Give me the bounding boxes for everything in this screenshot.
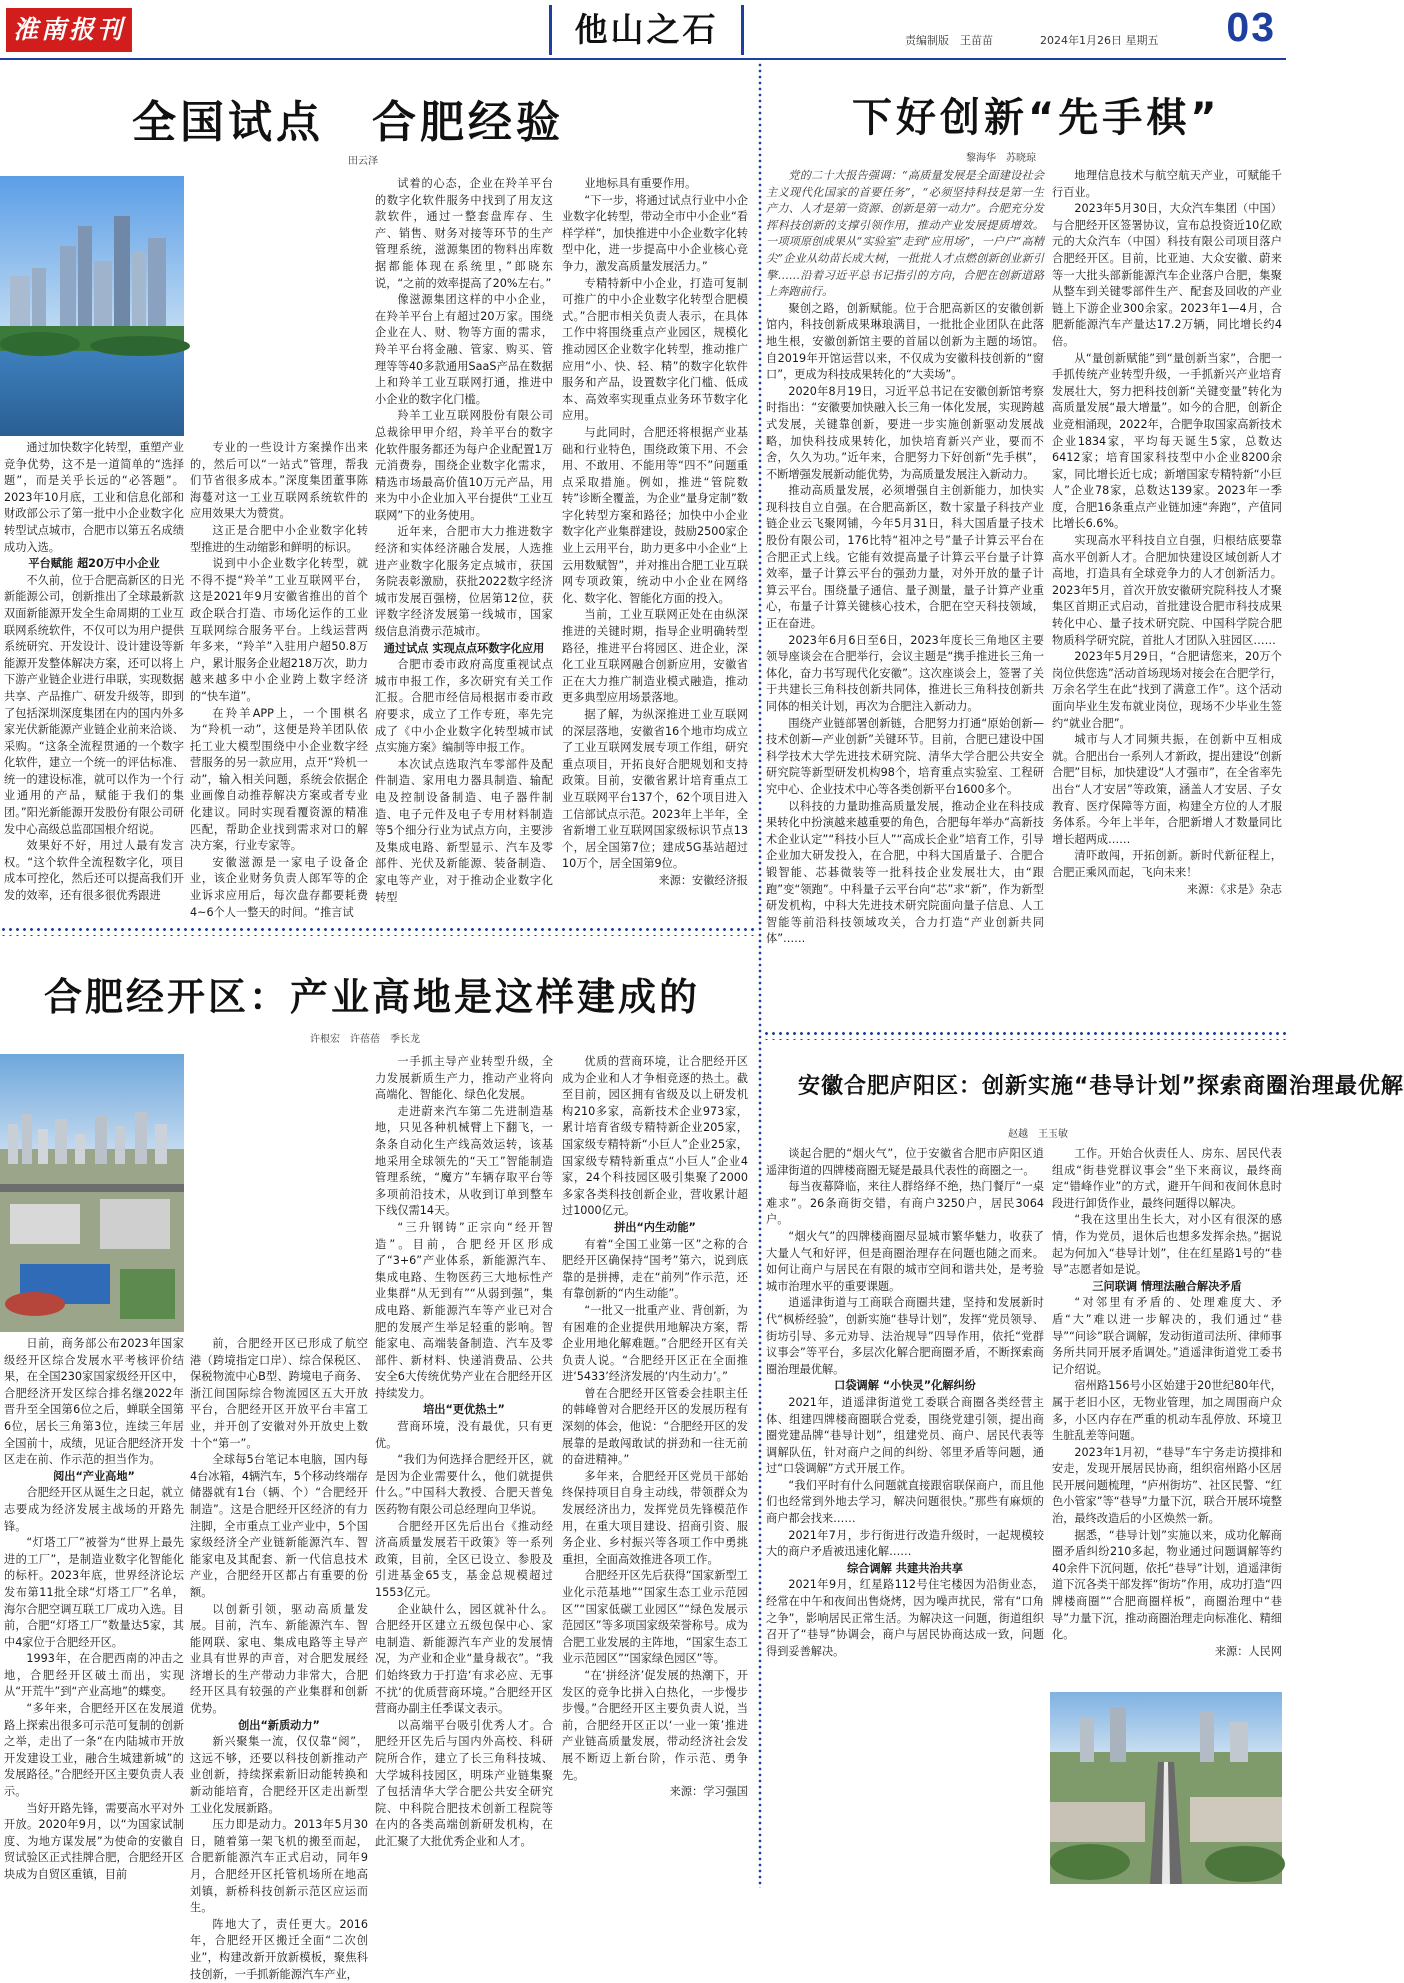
city-skyline-photo — [0, 176, 184, 436]
article3-column-1: 日前，商务部公布2023年国家级经开区综合发展水平考核评价结果，在全国230家国家级经开区中，合肥经济开发区综合排名继2022年晋升至全国第6位之后，蝉联全国第6位，居长三角第3位，连续三年居全国前十，成绩，见证合肥经济开发区走在前、作示范的担当作为。 阅出“产业高地” 合肥经开区从诞生之日起，就立志要成为经济发展主战场的开路先锋。 “灯塔工厂”被誉为“世界上最先进的工厂”，是制造业数字化智能化的标杆。2023年底，世界经济论坛发布第11批全球“灯塔工厂”名单，海尔合肥空调互联工厂成功入选。目前，合肥“灯塔工厂”数量达5家，其中4家位于合肥经开区。 1993年，在合肥西南的冲击之地，合肥经开区破土而出，实现从“开荒牛”到“产业高地”的蝶变。 “多年来，合肥经开区在发展道路上探索出很多可示范可复制的创新之举，走出了一条“在内陆城市开放开发建设工业，融合生城建新城”的发展路径。”合肥经开区主要负责人表示。 当好开路先锋，需要高水平对外开放。2020年9月，以“为国家试制度、为地方谋发展”为使命的安徽自贸试验区正式挂牌合肥，合肥经开区块成为自贸区重镇，目前 — [4, 1337, 184, 1881]
article3-headline: 合肥经开区：产业高地是这样建成的 — [44, 975, 701, 1019]
article1-column-4: 业地标具有重要作用。 “下一步，将通过试点行业中小企业数字化转型，带动全市中小企业“看样学样”，加快推进中小企业数字化转型中化，进一步提高中小企业核心竞争力，激发高质量发展活力。” 专精特新中小企业，打造可复制可推广的中小企业数字化转型合肥模式。”合肥市相关负责人表示，在具体工作中将围绕重点产业园区，规模化推动园区企业数字化转型，推动推广应用“小、快、轻、精”的数字化软件服务和产品，设置数字化门槛、低成本、高效率实现重点业务环节数字化应用。 与此同时，合肥还将根据产业基础和行业特色，围绕政策下用、不会用、不敢用、不能用等“四不”问题重点采取措施。例如，推进“管院数转”诊断全覆盖，为企业“量身定制”数字化转型方案和路径；加快中小企业数字化产业集群建设，鼓励2500家企业上云用平台，助力更多中小企业“上云用数赋智”，并对推出合肥工业互联网专项政策，统动中小企业在网络化、数字化、智能化方面的投入。 当前，工业互联网正处在由纵深推进的关键时期，指导企业明确转型路径，推进平台将园区、进企业，深化工业互联网融合创新应用，安徽省正在大力推广制造业模式融造，推动更多典型应用场景落地。 据了解，为纵深推进工业互联网的深层落地，安徽省16个地市均成立了工业互联网发展专项工作组，研究重点项目，开拓良好合肥规划和支持政策。目前，安徽省累计培育重点工业互联网平台137个，62个项目进入工信部试点示范。2023年上半年，全省新增工业互联网国家级标识节点13个，居全国第7位；建成5G基站超过10万个，居全国第9位。 来源：安徽经济报 — [562, 176, 748, 910]
article1-headline: 全国试点 合肥经验 — [132, 97, 564, 148]
article4-headline: 安徽合肥庐阳区：创新实施“巷导计划”探索商圈治理最优解 — [798, 1074, 1404, 1099]
street-aerial-photo — [1050, 1692, 1282, 1884]
article2-column-2: 地理信息技术与航空航天产业，可赋能千行百业。 2023年5月30日，大众汽车集团（中国）与合肥经开区签署协议，宣布总投资近10亿欧元的大众汽车（中国）科技有限公司项目落户合肥经开区。目前，比亚迪、大众安徽、蔚来等一大批头部新能源汽车企业落户合肥，集聚从整车到关键零部件生产、配套及回收的产业链上下游企业300余家。2023年1—4月，合肥新能源汽车产量达17.2万辆，同比增长约4倍。 从“量创新赋能”到“量创新当家”，合肥一手抓传统产业转型升级，一手抓新兴产业培育发展壮大，努力把科技创新“关键变量”转化为高质量发展“最大增量”。如今的合肥，创新企业竞相涌现，2022年，合肥争取国家高新技术企业1834家，平均每天诞生5家，总数达6412家；培育国家科技型中小企业8200余家，同比增长近七成；新增国家专精特新“小巨人”企业78家，总数达139家。2023年一季度，合肥16条重点产业链加速“奔跑”，产值同比增长6.6%。 实现高水平科技自立自强，归根结底要靠高水平创新人才。合肥加快建设区域创新人才高地，打造具有全球竞争力的人才创新活力。2023年5月，首次开放安徽研究院科技人才聚集区首期正式启动，首批建设合肥市科技成果转化中心、量子技术研究院、中国科学院合肥物质科学研究院，首批人才团队入驻园区…… 2023年5月29日，“合肥请您来，20万个岗位供您选”活动首场现场对接会在合肥学行，万余名学生在此“找到了满意工作”。这个活动面向毕业生发布就业岗位，现场不少毕业生签约“就业合肥”。 城市与人才同频共振，在创新中互相成就。合肥出台一系列人才新政，提出建设“创新合肥”目标，加快建设“人才强市”，在全省率先出台“人才安居”等政策，涵盖人才安居、子女教育、医疗保障等方面，构建全方位的人才服务体系。今年上半年，合肥新增人才数量同比增长超两成…… 清吓敢闯，开拓创新。新时代新征程上，合肥正乘风而起，飞向未来！ 来源：《求是》杂志 — [1052, 168, 1282, 1014]
article2-source: 来源：《求是》杂志 — [1186, 882, 1282, 896]
horizontal-divider-left — [0, 926, 757, 936]
article1-column-3: 试着的心态，企业在羚羊平台的数字化软件服务中找到了用友这款软件，通过一整套盘库存、生产、销售、财务对接等环节的生产管理系统，滋源集团的物料出库数据都能体现在系统里，”郎晓东说，“之前的效率提高了20%左右。” 像滋源集团这样的中小企业，在羚羊平台上有超过20万家。围绕企业在人、财、物等方面的需求，羚羊平台将金融、管家、购买、管理等等40多款通用SaaS产品在数据上和羚羊工业互联网打通，推进中小企业的数字化门槛。 羚羊工业互联网股份有限公司总裁徐甲甲介绍，羚羊平台的数字化软件服务都还为每户企业配置1万元消费券，围绕企业数字化需求，精选市场最高价值10万元产品，用来为中小企业加入平台提供“工业互联网”下的业务使用。 近年来，合肥市大力推进数字经济和实体经济融合发展，人选推进产业数字化服务定点城市，获国务院表彰激励，获批2022数字经济城市发展百强榜，位居第12位，获评数字经济发展第一线城市，国家级信息消费示范城市。 通过试点 实现点点环数字化应用 合肥市委市政府高度重视试点城市申报工作，多次研究有关工作汇报。合肥市经信局根据市委市政府要求，成立了工作专班，率先完成了《中小企业数字化转型城市试点实施方案》编制等申报工作。 本次试点选取汽车零部件及配件制造、家用电力器具制造、输配电及控制设备制造、电子器件制造、电子元件及电子专用材料制造等5个细分行业为试点方向，主要涉及集成电路、新型显示、汽车及零部件、光伏及新能源、装备制造、家电等产业，对于推动企业数字化转型 — [375, 177, 553, 904]
article2-column-1: 党的二十大报告强调：“高质量发展是全面建设社会主义现代化国家的首要任务”，“必须坚持科技是第一生产力、人才是第一资源、创新是第一动力”。合肥充分发挥科技创新的支撑引领作用，推动产业发展提质增效。一项项原创成果从“实验室”走到“应用场”，一户户“高精尖”企业从幼苗长成大树，一批批人才点燃创新创业新引擎……沿着习近平总书记指引的方向，合肥在创新道路上奔跑前行。 聚创之路，创新赋能。位于合肥高新区的安徽创新馆内，科技创新成果琳琅满目，一批批企业团队在此落地生根，安徽创新馆主要的首届以创新为主题的场馆。自2019年开馆运营以来，不仅成为安徽科技创新的“窗口”，更成为科技成果转化的“大卖场”。 2020年8月19日，习近平总书记在安徽创新馆考察时指出：“安徽要加快融入长三角一体化发展，实现跨越式发展，关键靠创新，要进一步实施创新驱动发展战略，加快科技成果转化，加快培育新兴产业，要而不舍，久久为功。”近年来，合肥努力下好创新“先手棋”，不断增强发展新动能优势，为高质量发展注入新动力。 推动高质量发展，必须增强自主创新能力，加快实现科技自立自强。在合肥高新区，数十家量子科技产业链企业云飞聚网铺，今年5月31日，科大国盾量子技术股份有限公司，176比特“祖冲之号”量子计算云平台在合肥正式上线。它能有效提高量子计算云平台量子计算效率，量子计算云平台的强劲力量，对外开放的量子计算云平台。围绕量子通信、量子测量，量子计算产业重心，布量子计算关键核心技术，合肥在空天科技领域，正在奋进。 2023年6月6日至6日，2023年度长三角地区主要领导座谈会在合肥举行，会议主题是“携手推进长三角一体化，奋力书写现代化安徽”。这次座谈会上，签署了关于共建长三角科技创新共同体，推进长三角科技创新共同体的相关计划，再次为合肥注入新动力。 围绕产业链部署创新链，合肥努力打通“原始创新—技术创新—产业创新”关键环节。目前，合肥已建设中国科学技术大学先进技术研究院、清华大学合肥公共安全研究院等新型研发机构98个，培育重点实验室、工程研究中心、企业技术中心等各类创新平台1600多个。 以科技的力量助推高质量发展，推动企业在科技成果转化中扮演越来越重要的角色，合肥每年举办“高新技术企业认定”“科技小巨人”“高成长企业”培育工作，引导企业加大研发投入，在合肥，中科大国盾量子、合肥合锻智能、芯碁微装等一批科技企业发展壮大，由“跟跑”变“领跑”。中科量子云平台向“芯”求“新”，作为新型研发机构，中科大先进技术研究院面向量子信息、人工智能等前沿科技领域攻关，合力打造“产业创新共同体”…… — [766, 169, 1044, 946]
article1-column-2: 专业的一些设计方案操作出来的，然后可以“一站式”管理，帮我们节省很多成本。”深度集团董事陈海蔓对这一工业互联网系统软件的应用效果大为赞赏。 这正是合肥中小企业数字化转型推进的生动缩影和鲜明的标识。 说到中小企业数字化转型，就不得不提“羚羊”工业互联网平台，这是2021年9月安徽省推出的首个政企联合打造、市场化运作的工业互联网综合服务平台。上线运营两年多来，“羚羊”入驻用户超50.8万户，累计服务企业超218万次，助力越来越多中小企业跨上数字经济的“快车道”。 在羚羊APP上，一个围棋名为“羚机一动”，这便是羚羊团队依托工业大模型围绕中小企业数字经营服务的另一款应用，点开“羚机一动”，输入相关问题，系统会依据企业画像自动推荐解决方案或者专业化建议。同时实现看覆资源的精准匹配，帮助企业找到需求对口的解决方案，行业专家等。 安徽滋源是一家电子设备企业，该企业财务负责人郎军等的企业诉求应用后，每次盘存都要耗费4~6个人一整天的时间。“推言试 — [190, 441, 368, 919]
article1-source: 来源：安徽经济报 — [658, 873, 748, 887]
article2-byline: 黎海华 苏晓琼 — [966, 153, 1036, 164]
horizontal-divider-right — [763, 1030, 1286, 1040]
article4-source: 来源：人民网 — [1214, 1644, 1282, 1658]
article2-abstract: 党的二十大报告强调：“高质量发展是全面建设社会主义现代化国家的首要任务”，“必须坚持科技是第一生产力、人才是第一资源、创新是第一动力”。合肥充分发挥科技创新的支撑引领作用，推动产业发展提质增效。一项项原创成果从“实验室”走到“应用场”，一户户“高精尖”企业从幼苗长成大树，一批批人才点燃创新创业新引擎……沿着习近平总书记指引的方向，合肥在创新道路上奔跑前行。 — [766, 169, 1044, 299]
article2-headline: 下好创新“先手棋” — [852, 95, 1221, 141]
page-number: 03 — [1226, 4, 1276, 50]
article1-byline: 田云泽 — [348, 156, 378, 167]
article3-column-4: 优质的营商环境，让合肥经开区成为企业和人才争相竞逐的热土。截至目前，园区拥有省级及以上研发机构210多家，高新技术企业973家，累计培育省级专精特新企业205家，国家级专精特新“小巨人”企业25家，国家级专精特新重点“小巨人”企业4家，24个科技园区吸引集聚了2000多家各类科技创新企业，营收累计超过1000亿元。 拼出“内生动能” 有着“全国工业第一区”之称的合肥经开区确保持“国考”第六，说到底靠的是拼搏，走在“前列”作示范，还有靠创新的“内生动能”。 “一批又一批重产业、背创新，为有困难的企业提供用地解决方案，帮企业用地化解难题。”合肥经开区有关负责人说。“合肥经开区正在全面推进‘5433’经济发展的‘内生动力’。” 曾在合肥经开区管委会挂职主任的韩峰曾对合肥经开区的发展历程有深刻的体会，他说：“合肥经开区的发展靠的是敢闯敢试的拼劲和一往无前的奋进精神。” 多年来，合肥经开区党员干部始终保持项目自身主动线，带领群众为发展经济出力，发挥党员先锋模范作用，在重大项目建设、招商引资、服务企业、乡村振兴等各项工作中勇挑重担，全面高效推进各项工作。 合肥经开区先后获得“国家新型工业化示范基地”“国家生态工业示范园区”“国家低碳工业园区”“绿色发展示范园区”等多项国家级荣誉称号。成为合肥工业发展的主阵地，“国家生态工业示范园区”“国家绿色园区”等。 “在‘拼经济’促发展的热潮下，开发区的竞争比拼入白热化，一步慢步步慢。”合肥经开区主要负责人说，当前，合肥经开区正以‘一业一策’推进产业链高质量发展，带动经济社会发展不断迈上新台阶，作示范、勇争先。 来源：学习强国 — [562, 1054, 748, 1888]
article4-column-1: 谈起合肥的“烟火气”，位于安徽省合肥市庐阳区逍遥津街道的四牌楼商圈无疑是最具代表性的商圈之一。 每当夜幕降临，来往人群络绎不绝，热门餐厅“一桌难求”。26条商街交错，有商户3250户，居民3064户。 “烟火气”的四牌楼商圈尽显城市繁华魅力，收获了大量人气和好评，但是商圈治理存在问题也随之而来。如何让商户与居民在有限的城市空间和谐共处，是考验城市治理水平的重要课题。 逍遥津街道与工商联合商圈共建，坚持和发展新时代“枫桥经验”，创新实施“巷导计划”，发挥“党员领导、街坊引导、多元劝导、法治规导”四导作用，依托“党群议事会”等平台，多层次化解合肥商圈矛盾，不断探索商圈治理最优解。 口袋调解 “小快灵”化解纠纷 2021年，逍遥津街道党工委联合商圈各类经营主体、组建四牌楼商圈联合党委，围绕党建引领，提出商圈党建品牌“巷导计划”，组建党员、商户、居民代表等调解队伍，针对商户之间的纠纷、邻里矛盾等问题，通过“口袋调解”方式开展工作。 “我们平时有什么问题就直接跟宿联保商户，而且他们也经常到外地去学习，解决问题很快。”那些有麻烦的商户都会找来…… 2021年7月，步行街进行改造升级时，一起规模较大的商户矛盾被迅速化解…… 综合调解 共建共治共享 2021年9月，红星路112号住宅楼因为沿街业态，经常在中午和夜间出售烧烤，因为噪声扰民，常有“口角之争”，影响居民正常生活。为解决这一问题，街道组织召开了“巷导”协调会，商户与居民协商达成一致，问题得到妥善解决。 — [766, 1147, 1044, 1658]
article3-byline: 许根宏 许蓓蓓 季长龙 — [310, 1034, 420, 1045]
vertical-divider — [757, 62, 763, 1888]
article1-column-1: 通过加快数字化转型，重塑产业竞争优势，这不是一道简单的“选择题”，而是关乎长远的“必答题”。2023年10月底，工业和信息化部和财政部公示了第一批中小企业数字化转型试点城市，合肥市以第五名成绩成功入选。 平台赋能 超20万中小企业 不久前，位于合肥高新区的日光新能源公司，创新推出了全球最新款双面新能源开发全生命周期的工业互联网系统软件，不仅可以为用户提供系统研究、开发设计、设计建设等新能源开发整体解决方案，还可以将上下游产业链企业进行串联，实现数据共享、产品推广、研发升级等，即到了包括深圳深度集团在内的国内外多家光伏新能源产业链企业前来洽谈、采购。“这条全流程贯通的一个数字化软件，建立一个统一的评估标准、统一的建设标准，就可以作为一个行业通用的产品，赋能于我们的集团。”阳光新能源开发股份有限公司研发中心高级总监邵国根介绍说。 效果好不好，用过人最有发言权。“这个软件全流程数字化，项目成本可控化，然后还可以提高我们开发的效率，还有很多很优秀跟进 — [4, 441, 184, 903]
hefei-aerial-photo — [0, 1054, 184, 1332]
editor-credit: 责编制版 王苗苗 — [905, 34, 993, 47]
section-title: 他山之石 — [549, 5, 744, 55]
newspaper-logo: 淮南报刊 — [6, 8, 132, 52]
masthead — [0, 0, 1286, 60]
article4-byline: 赵越 王玉敏 — [1008, 1129, 1068, 1140]
article4-column-2: 工作。开始合伙责任人、房东、居民代表组成“街巷党群议事会”坐下来商议，最终商定“错峰作业”的方式，避开午间和夜间休息时段进行卸货作业，最终问题得以解决。 “我在这里出生长大，对小区有很深的感情，作为党员，退休后也想多发挥余热。”据说起为何加入“巷导计划”，住在红星路1号的“巷导”志愿者如是说。 三问联调 情理法融合解决矛盾 “对邻里有矛盾的、处理难度大、矛盾“大”难以进一步解决的，我们通过“巷导”“问诊”联合调解，发动街道司法所、律师事务所共同开展矛盾调处。”逍遥津街道党工委书记介绍说。 宿州路156号小区始建于20世纪80年代，属于老旧小区，无物业管理，加之周围商户众多，小区内存在严重的机动车乱停放、环境卫生脏乱差等问题。 2023年1月初，“巷导”车宁务走访摸排和安走，发现开展居民协商，组织宿州路小区居民开展问题梳理，“庐州街坊”、社区民警、“红色小管家”等“巷导”力量下沉，联合开展环境整治，最终改造后的小区焕然一新。 据悉，“巷导计划”实施以来，成功化解商圈矛盾纠纷210多起，物业通过问题调解等约40余件下沉问题，依托“巷导”计划，逍遥津街道下沉各类干部发挥“街坊”作用，成功打造“四牌楼商圈”“合肥商圈样板”，商圈治理中“巷导”力量下沉，推动商圈治理走向标准化、精细化。 来源：人民网 — [1052, 1146, 1282, 1684]
issue-date: 2024年1月26日 星期五 — [1040, 34, 1159, 47]
article3-column-3: 一手抓主导产业转型升级，全力发展新质生产力，推动产业将向高端化、智能化、绿色化发展。 走进蔚来汽车第二先进制造基地，只见各种机械臂上下翻飞，一条条自动化生产线高效运转，该基地采用全球领先的“天工”智能制造管理系统，“魔方”车辆存取平台等多项前沿技术，从收到订单到整车下线仅需14天。 “三升钢铸”正宗向“经开智造”。目前，合肥经开区形成了“3+6”产业体系，新能源汽车、集成电路、生物医药三大地标性产业集群“从无到有”“从弱到强”，集成电路、新能源汽车等产业已对合肥的发展产生举足轻重的影响。智能家电、高端装备制造、汽车及零部件、新材料、快递消费品、公共安全6大传统优势产业在合肥经开区持续发力。 培出“更优热土” 营商环境，没有最优，只有更优。 “我们为何选择合肥经开区，就是因为企业需要什么，他们就提供什么。”中国科大教授、合肥天普兔医药物有限公司总经理向卫华说。 合肥经开区先后出台《推动经济高质量发展若干政策》等一系列政策，目前，全区已设立、参股及引进基金65支，基金总规模超过1553亿元。 企业缺什么，园区就补什么。合肥经开区建立五级包保中心、家电制造、新能源汽车产业的发展情况，为产业和企业“量身裁衣”。“我们始终致力于打造‘有求必应、无事不扰’的优质营商环境。”合肥经开区营商办副主任季谋文表示。 以高端平台吸引优秀人才。合肥经开区先后与国内外高校、科研院所合作，建立了长三角科技城、大学城科技园区，明珠产业链集聚了包括清华大学合肥公共安全研究院、中科院合肥技术创新工程院等在内的各类高端创新研发机构，在此汇聚了大批优秀企业和人才。 — [375, 1055, 553, 1848]
article3-source: 来源：学习强国 — [669, 1785, 748, 1799]
article3-column-2: 前，合肥经开区已形成了航空港（跨境指定口岸）、综合保税区、保税物流中心B型、跨境电子商务、浙江间国际综合物流园区五大开放平台，合肥经开区开放平台丰富工业，并开创了安徽对外开放史上数十个“第一”。 全球每5台笔记本电脑，国内每4台冰箱，4辆汽车，5个移动终端存储器就有1台（辆、个）“合肥经开制造”。这是合肥经开区经济的有力注脚，全市重点工业产业中，5个国家级经济全产业链新能源汽车、智能家电及其配套、新一代信息技术产业，合肥经开区都占有重要的份额。 以创新引领，驱动高质量发展。目前，汽车、新能源汽车、智能网联、家电、集成电路等主导产业具有世界的声音，对合肥发展经济增长的生产带动力非常大，合肥经开区具有较强的产业集群和创新优势。 创出“新质动力” 新兴聚集一流，仅仅靠“阅”，这远不够，还要以科技创新推动产业创新，持续探索新旧动能转换和新动能培育，合肥经开区走出新型工业化发展新路。 压力即是动力。2013年5月30日，随着第一架飞机的搬至而起，合肥新能源汽车正式启动，同年9月，合肥经开区托管机场所在地高刘镇，新桥科技创新示范区应运而生。 阵地大了，责任更大。2016年，合肥经开区搬迁全面“二次创业”，构建改新开放新模板，聚焦科技创新，一手抓新能源汽车产业， — [190, 1337, 368, 1981]
